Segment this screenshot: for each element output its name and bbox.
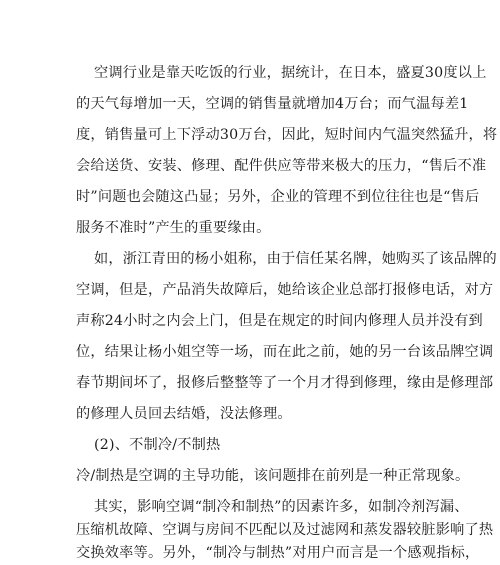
paragraph-2-line-6: 的修理人员回去结婚，没法修理。 [76, 406, 292, 422]
paragraph-2-line-4: 位，结果让杨小姐空等一场，而在此之前，她的另一台该品牌空调 [76, 344, 494, 360]
paragraph-1-line-3: 度，销售量可上下浮动30万台，因此，短时间内气温突然猛升，将 [76, 127, 498, 143]
paragraph-3-line-1: 冷/制热是空调的主导功能，该问题排在前列是一种正常现象。 [76, 468, 470, 484]
paragraph-2-line-3: 声称24小时之内会上门，但是在规定的时间内修理人员并没有到 [76, 313, 483, 329]
paragraph-4-line-1: 其实，影响空调“制冷和制热”的因素许多，如制冷剂泻漏、 [94, 499, 469, 515]
paragraph-1-line-5: 时”问题也会随这凸显；另外，企业的管理不到位往往也是“售后 [76, 189, 480, 205]
paragraph-2-line-2: 空调，但是，产品消失故障后，她给该企业总部打报修电话，对方 [76, 282, 494, 298]
paragraph-1-line-1: 空调行业是靠天吃饭的行业，据统计，在日本，盛夏30度以上 [94, 65, 487, 81]
paragraph-2-line-1: 如，浙江青田的杨小姐称，由于信任某名牌，她购买了该品牌的 [94, 251, 497, 267]
paragraph-1-line-2: 的天气每增加一天，空调的销售量就增加4万台；而气温每差1 [76, 96, 469, 112]
paragraph-4-line-3: 交换效率等。另外，“制冷与制热”对用户而言是一个感观指标， [76, 545, 480, 561]
paragraph-2-line-5: 春节期间坏了，报修后整整等了一个月才得到修理，缘由是修理部 [76, 375, 494, 391]
paragraph-1-line-4: 会给送货、安装、修理、配件供应等带来极大的压力，“售后不准 [76, 158, 487, 174]
section-heading: (2)、不制冷/不制热 [94, 437, 221, 453]
paragraph-4-line-2: 压缩机故障、空调与房间不匹配以及过滤网和蒸发器较脏影响了热 [76, 522, 494, 538]
paragraph-1-line-6: 服务不准时”产生的重要缘由。 [76, 220, 271, 236]
